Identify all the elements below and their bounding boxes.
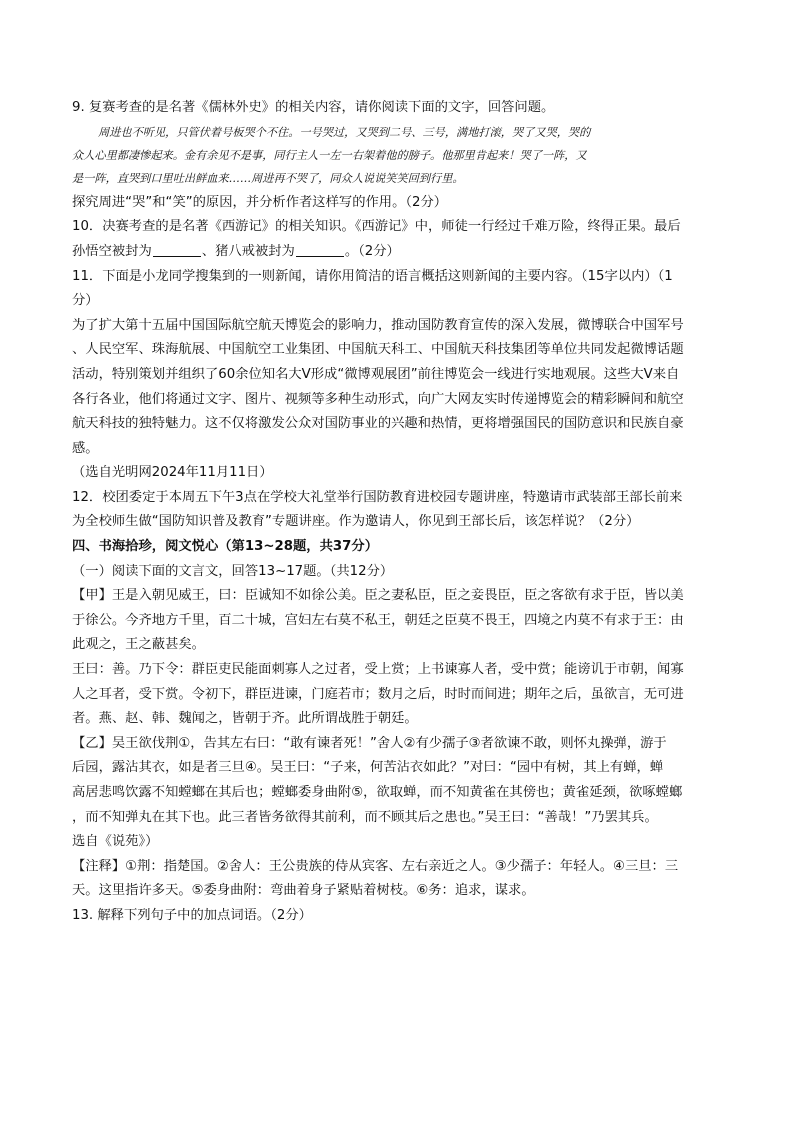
- passage-line: 者。燕、赵、韩、魏闻之，皆朝于齐。此所谓战胜于朝廷。: [72, 711, 418, 727]
- annotations: [72, 855, 720, 904]
- passage-line: 人之耳者，受下赏。令初下，群臣进谏，门庭若市；数月之后，时时而间进；期年之后，虽欲言，无可进: [72, 686, 684, 702]
- answer-blank-1[interactable]: [153, 242, 201, 257]
- q9-excerpt-line: 是一阵，直哭到口里吐出鲜血来……周进再不哭了，同众人说说笑笑回到行里。: [72, 172, 464, 186]
- news-line: 为了扩大第十五届中国国际航空航天博览会的影响力，推动国防教育宣传的深入发展，微博联合中国军号: [72, 317, 684, 333]
- passage-yi: [72, 732, 720, 855]
- section-subheading: （一）阅读下面的文言文，回答13~17题。（共12分）: [72, 563, 394, 579]
- passage-line: 后园，露沾其衣，如是者三旦④。吴王曰：“子来，何苦沾衣如此？”对曰：“园中有树，其上有蝉，蝉: [72, 760, 664, 776]
- passage-line: 于徐公。今齐地方千里，百二十城，宫妇左右莫不私王，朝廷之臣莫不畏王，四境之内莫不有求于王：由: [72, 612, 684, 628]
- news-line: 活动，特别策划并组织了60余位知名大V形成“微博观展团”前往博览会一线进行实地观展。这些大V来自: [72, 366, 680, 382]
- q9-excerpt: [72, 121, 720, 191]
- passage-line: 【乙】吴王欲伐荆①，告其左右曰：“敢有谏者死！”舍人②有少孺子③者欲谏不敢，则怀丸操弹，游于: [72, 735, 667, 751]
- q10-line2: [72, 240, 720, 265]
- q10-text-c: 。（2分）: [344, 243, 400, 259]
- exam-page: [72, 96, 720, 929]
- q10-text-a: 孙悟空被封为: [72, 243, 152, 259]
- q9-excerpt-line: 周进也不听见，只管伏着号板哭个不住。一号哭过，又哭到二号、三号，满地打滚，哭了又哭，哭的: [98, 125, 591, 139]
- passage-line: 选自《说苑》）: [72, 834, 159, 850]
- passage-line: 【甲】王是入朝见威王，曰：臣诚知不如徐公美。臣之妻私臣，臣之妾畏臣，臣之客欲有求于臣，皆以美: [72, 588, 684, 604]
- passage-line: ，而不知弹丸在其下也。此三者皆务欲得其前利，而不顾其后之患也。”吴王曰：“善哉！”乃罢其兵。: [72, 809, 658, 825]
- annotation-line: 【注释】①荆：指楚国。②舍人：王公贵族的侍从宾客、左右亲近之人。③少孺子：年轻人。④三旦：三: [72, 858, 679, 874]
- q12-line: 12．校团委定于本周五下午3点在学校大礼堂举行国防教育进校园专题讲座，特邀请市武装部王部长前来: [72, 489, 683, 505]
- news-line: 各行各业，他们将通过文字、图片、视频等多种生动形式，向广大网友实时传递博览会的精彩瞬间和航空: [72, 391, 684, 407]
- q9-task: 探究周进“哭”和“笑”的原因，并分析作者这样写的作用。（2分）: [72, 194, 448, 210]
- section-heading: 四、书海拾珍，阅文悦心（第13~28题，共37分）: [72, 539, 378, 555]
- q13-prompt: 13. 解释下列句子中的加点词语。（2分）: [72, 907, 312, 923]
- q11-source: （选自光明网2024年11月11日）: [72, 465, 273, 481]
- passage-jia: [72, 584, 720, 732]
- q12-line: 为全校师生做“国防知识普及教育”专题讲座。作为邀请人，你见到王部长后，该怎样说？（2分）: [72, 514, 640, 530]
- q11-news: [72, 314, 720, 462]
- news-line: 航天科技的独特魅力。这不仅将激发公众对国防事业的兴趣和热情，更将增强国民的国防意识和民族自豪: [72, 416, 684, 432]
- q10-text-b: 、猪八戒被封为: [201, 243, 295, 259]
- answer-blank-2[interactable]: [296, 242, 344, 257]
- q11-line2: 分）: [72, 293, 99, 309]
- passage-line: 此观之，王之蔽甚矣。: [72, 637, 205, 653]
- annotation-line: 天。这里指许多天。⑤委身曲附：弯曲着身子紧贴着树枝。⑥务：追求，谋求。: [72, 883, 535, 899]
- passage-line: 高居悲鸣饮露不知螳螂在其后也；螳螂委身曲附⑤，欲取蝉，而不知黄雀在其傍也；黄雀延颈，欲啄螳螂: [72, 785, 683, 801]
- q9-prompt: 9. 复赛考查的是名著《儒林外史》的相关内容，请你阅读下面的文字，回答问题。: [72, 100, 555, 115]
- q10-line1: 10．决赛考查的是名著《西游记》的相关知识。《西游记》中，师徒一行经过千难万险，终得正果。最后: [72, 219, 681, 235]
- q9-excerpt-line: 众人心里都凄惨起来。金有余见不是事，同行主人一左一右架着他的膀子。他那里肯起来！哭了一阵，又: [72, 148, 587, 162]
- news-line: 、人民空军、珠海航展、中国航空工业集团、中国航天科工、中国航天科技集团等单位共同发起微博话题: [72, 342, 684, 358]
- passage-line: 王曰：善。乃下令：群臣吏民能面刺寡人之过者，受上赏；上书谏寡人者，受中赏；能谤讥于市朝，闻寡: [72, 662, 684, 678]
- news-line: 感。: [72, 440, 99, 456]
- q11-line1: 11．下面是小龙同学搜集到的一则新闻，请你用简洁的语言概括这则新闻的主要内容。（15字以内）（1: [72, 268, 673, 284]
